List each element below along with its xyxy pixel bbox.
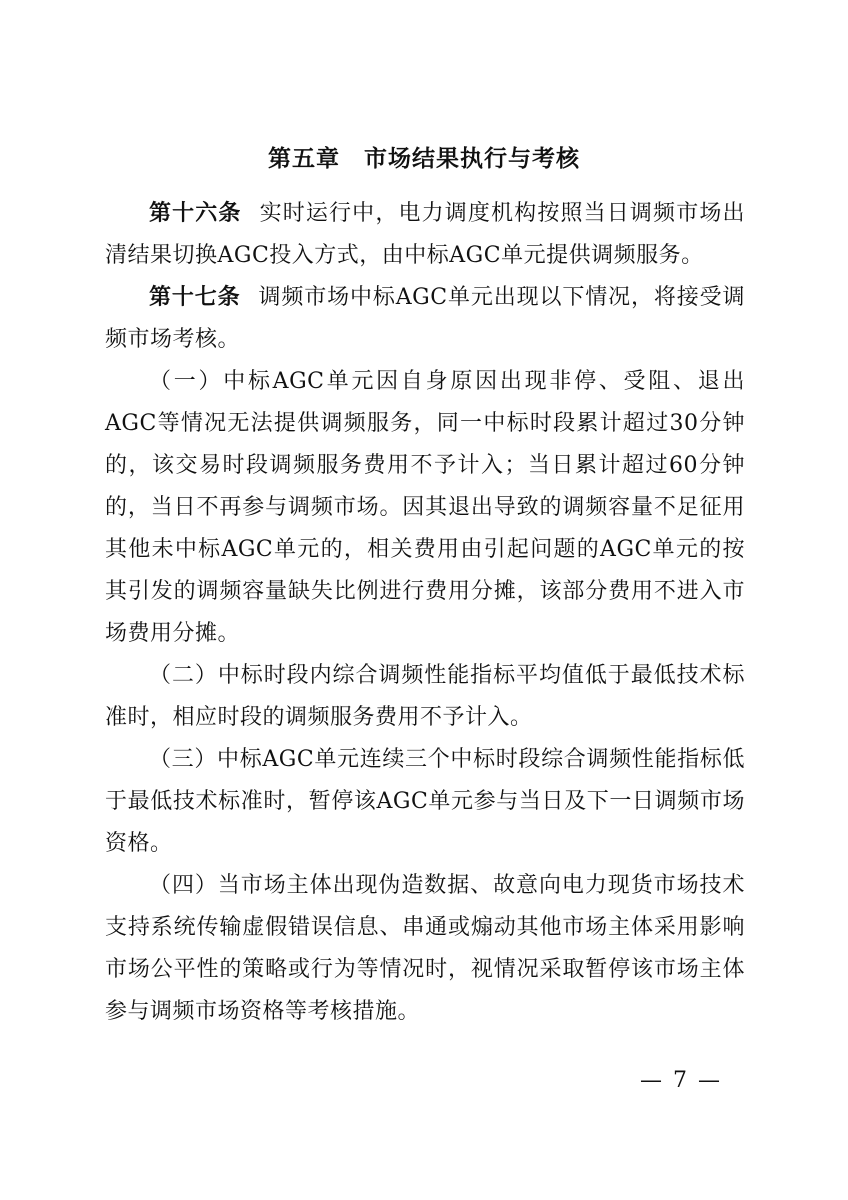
clause-3: （三）中标AGC单元连续三个中标时段综合调频性能指标低于最低技术标准时，暂停该AGC单元参与当日及下一日调频市场资格。 <box>105 747 745 856</box>
article-17-text: 调频市场中标AGC单元出现以下情况，将接受调频市场考核。 <box>105 285 745 352</box>
clause-4: （四）当市场主体出现伪造数据、故意向电力现货市场技术支持系统传输虚假错误信息、串通或煽动其他市场主体采用影响市场公平性的策略或行为等情况时，视情况采取暂停该市场主体参与调频市场资格等考核措施。 <box>105 873 745 1024</box>
clause-2: （二）中标时段内综合调频性能指标平均值低于最低技术标准时，相应时段的调频服务费用不予计入。 <box>105 663 745 730</box>
article-16-number: 第十六条 <box>149 201 242 226</box>
article-17 <box>105 277 745 361</box>
article-16-text: 实时运行中，电力调度机构按照当日调频市场出清结果切换AGC投入方式，由中标AGC单元提供调频服务。 <box>105 201 745 268</box>
article-16 <box>105 193 745 277</box>
chapter-title: 第五章 市场结果执行与考核 <box>268 146 580 172</box>
page-number: — 7 — <box>640 1068 722 1093</box>
body-text <box>105 193 745 1033</box>
clause-1: （一）中标AGC单元因自身原因出现非停、受阻、退出AGC等情况无法提供调频服务，同一中标时段累计超过30分钟的，该交易时段调频服务费用不予计入；当日累计超过60分钟的，当日不再参与调频市场。因其退出导致的调频容量不足征用其他未中标AGC单元的，相关费用由引起问题的AGC单元的按其引发的调频容量缺失比例进行费用分摊，该部分费用不进入市场费用分摊。 <box>105 369 745 646</box>
article-17-number: 第十七条 <box>149 285 241 310</box>
